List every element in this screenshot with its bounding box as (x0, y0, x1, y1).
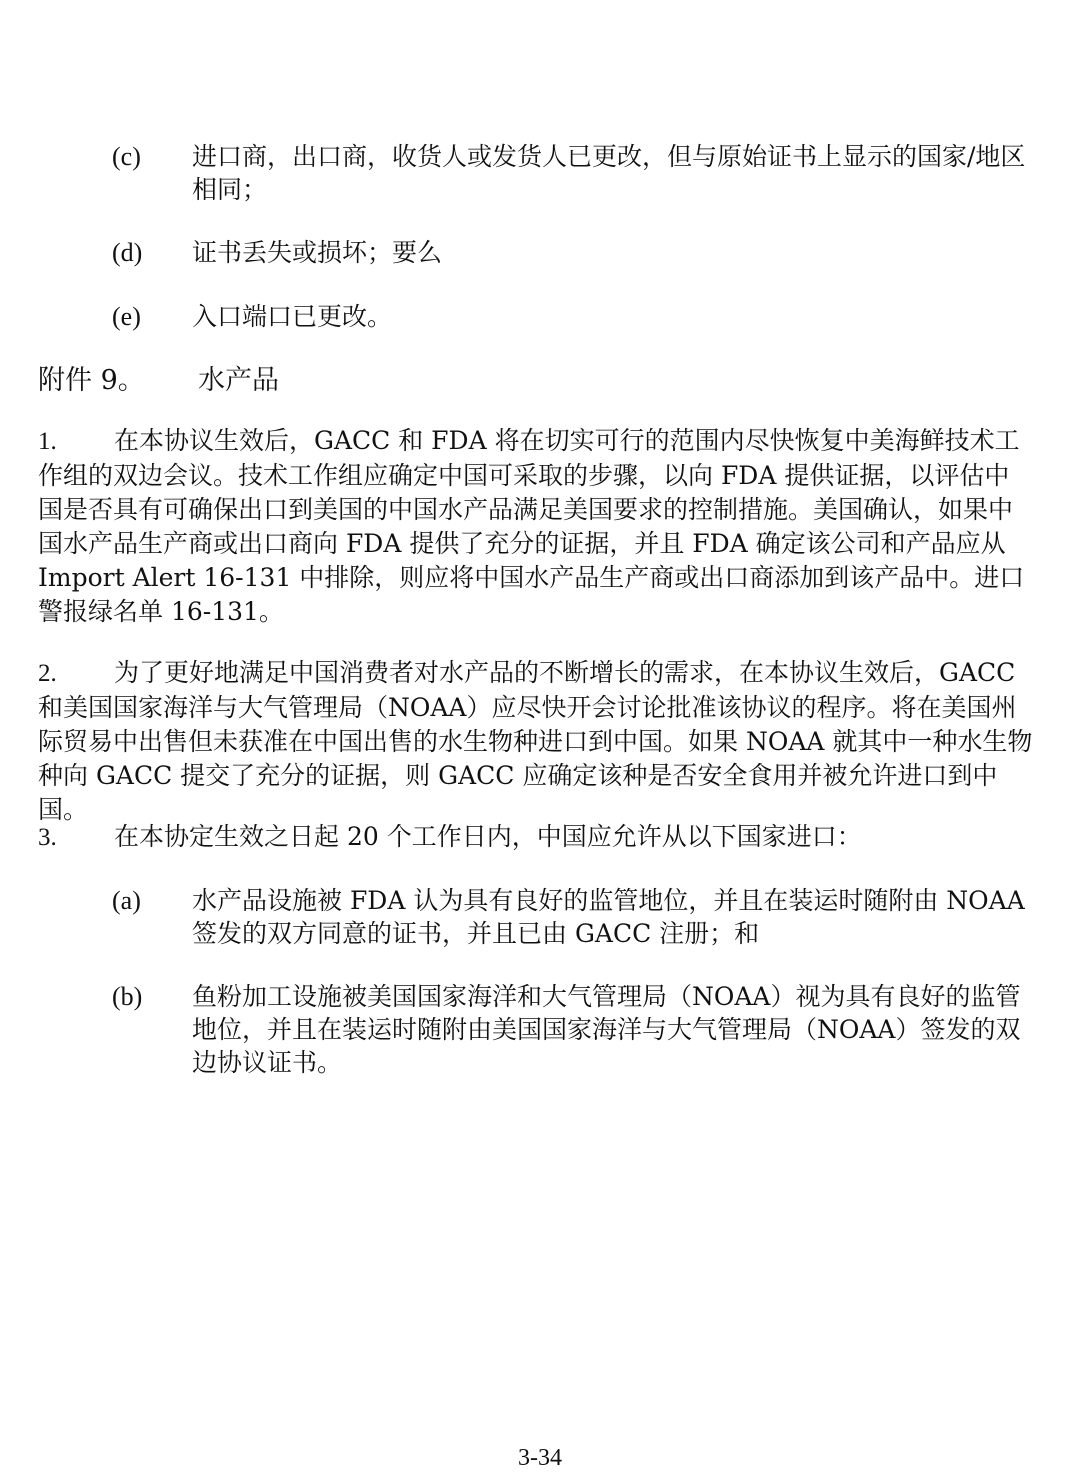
paragraph-3 (38, 820, 1033, 855)
paragraph-number: 3. (38, 824, 57, 851)
annex-heading (38, 363, 279, 399)
list-item-label: (a) (112, 886, 141, 915)
list-item-text: 鱼粉加工设施被美国国家海洋和大气管理局（NOAA）视为具有良好的监管地位，并且在装运时随附由美国国家海洋与大气管理局（NOAA）签发的双边协议证书。 (192, 982, 1021, 1077)
list-item-label: (b) (112, 982, 143, 1011)
paragraph-text: 为了更好地满足中国消费者对水产品的不断增长的需求，在本协议生效后，GACC 和美国国家海洋与大气管理局（NOAA）应尽快开会讨论批准该协议的程序。将在美国州际贸易中出售但未获准在中国出售的水生物种进口到中国。如果 NOAA 就其中一种水生物种向 GACC 提交了充分的证据，则 GACC 应确定该种是否安全食用并被允许进口到中国。 (38, 658, 1033, 824)
list-item-b (112, 980, 1042, 1079)
list-item-e (112, 300, 1042, 333)
paragraph-2 (38, 656, 1033, 827)
list-item-d (112, 236, 1042, 269)
list-item-label: (c) (112, 142, 141, 171)
list-item-a (112, 884, 1042, 950)
list-item-text: 进口商，出口商，收货人或发货人已更改，但与原始证书上显示的国家/地区相同； (192, 142, 1026, 204)
annex-title: 水产品 (198, 365, 279, 396)
list-item-text: 入口端口已更改。 (192, 302, 393, 331)
paragraph-number: 1. (38, 428, 57, 455)
paragraph-text: 在本协定生效之日起 20 个工作日内，中国应允许从以下国家进口： (114, 822, 862, 851)
list-item-c (112, 140, 1042, 206)
list-item-text: 证书丢失或损坏；要么 (192, 238, 443, 267)
list-item-label: (e) (112, 302, 141, 331)
paragraph-text: 在本协议生效后，GACC 和 FDA 将在切实可行的范围内尽快恢复中美海鲜技术工作组的双边会议。技术工作组应确定中国可采取的步骤，以向 FDA 提供证据，以评估中国是否具有可确保出口到美国的中国水产品满足美国要求的控制措施。美国确认，如果中国水产品生产商或出口商向 FDA 提供了充分的证据，并且 FDA 确定该公司和产品应从 Import Alert 16-131 中排除，则应将中国水产品生产商或出口商添加到该产品中。进口警报绿名单 16-131。 (38, 426, 1025, 626)
paragraph-number: 2. (38, 660, 57, 687)
page-number: 3-34 (518, 1445, 562, 1471)
annex-number: 附件 9。 (38, 365, 145, 396)
paragraph-1 (38, 424, 1033, 629)
list-item-text: 水产品设施被 FDA 认为具有良好的监管地位，并且在装运时随附由 NOAA 签发的双方同意的证书，并且已由 GACC 注册；和 (192, 886, 1025, 948)
list-item-label: (d) (112, 238, 143, 267)
